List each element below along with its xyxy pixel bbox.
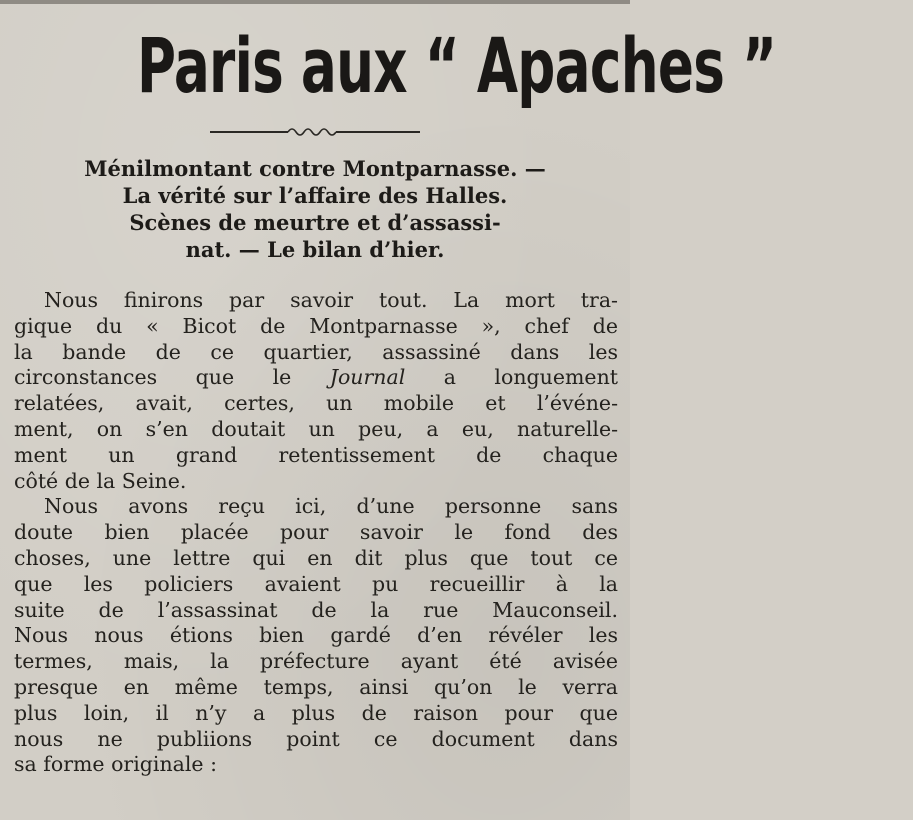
text-line: que les policiers avaient pu recueillir à la xyxy=(14,571,618,596)
text-line: termes, mais, la préfecture ayant été avisée xyxy=(14,649,618,674)
headline xyxy=(0,12,777,120)
text-line: relatées, avait, certes, un mobile et l’événe- xyxy=(14,391,618,416)
subhead-line: La vérité sur l’affaire des Halles. xyxy=(122,183,508,208)
top-rule xyxy=(0,0,630,4)
text-line: ment un grand retentissement de chaque xyxy=(14,442,618,467)
ornamental-rule xyxy=(210,122,420,138)
text-line xyxy=(14,365,618,391)
text-line: choses, une lettre qui en dit plus que tout ce xyxy=(14,545,618,570)
text-line: Nous nous étions bien gardé d’en révéler les xyxy=(14,623,618,648)
text-fragment: a longuement xyxy=(405,365,619,390)
text-line: Nous finirons par savoir tout. La mort tra- xyxy=(44,288,618,312)
subheadline xyxy=(10,155,620,263)
text-line: suite de l’assassinat de la rue Mauconseil. xyxy=(14,597,618,622)
paragraph xyxy=(14,494,618,778)
text-line: ment, on s’en doutait un peu, a eu, naturelle- xyxy=(14,416,618,441)
paragraph xyxy=(14,288,618,494)
text-line: côté de la Seine. xyxy=(14,468,187,493)
headline-text: Paris aux “ Apaches ” xyxy=(136,21,777,110)
text-line: nous ne publiions point ce document dans xyxy=(14,726,618,751)
subhead-line: Ménilmontant contre Montparnasse. — xyxy=(84,156,546,181)
text-line: gique du « Bicot de Montparnasse », chef de xyxy=(14,313,618,338)
text-line: sa forme originale : xyxy=(14,752,217,777)
text-fragment: circonstances que le xyxy=(14,365,330,390)
text-line: plus loin, il n’y a plus de raison pour que xyxy=(14,700,618,725)
article-body xyxy=(14,288,618,778)
subhead-line: Scènes de meurtre et d’assassi- xyxy=(129,210,501,235)
text-line: la bande de ce quartier, assassiné dans les xyxy=(14,339,618,364)
newspaper-title: Journal xyxy=(329,365,406,390)
text-line: presque en même temps, ainsi qu’on le verra xyxy=(14,674,618,699)
text-line: Nous avons reçu ici, d’une personne sans xyxy=(44,494,618,519)
text-line: doute bien placée pour savoir le fond des xyxy=(14,520,618,545)
subhead-line: nat. — Le bilan d’hier. xyxy=(185,237,445,262)
